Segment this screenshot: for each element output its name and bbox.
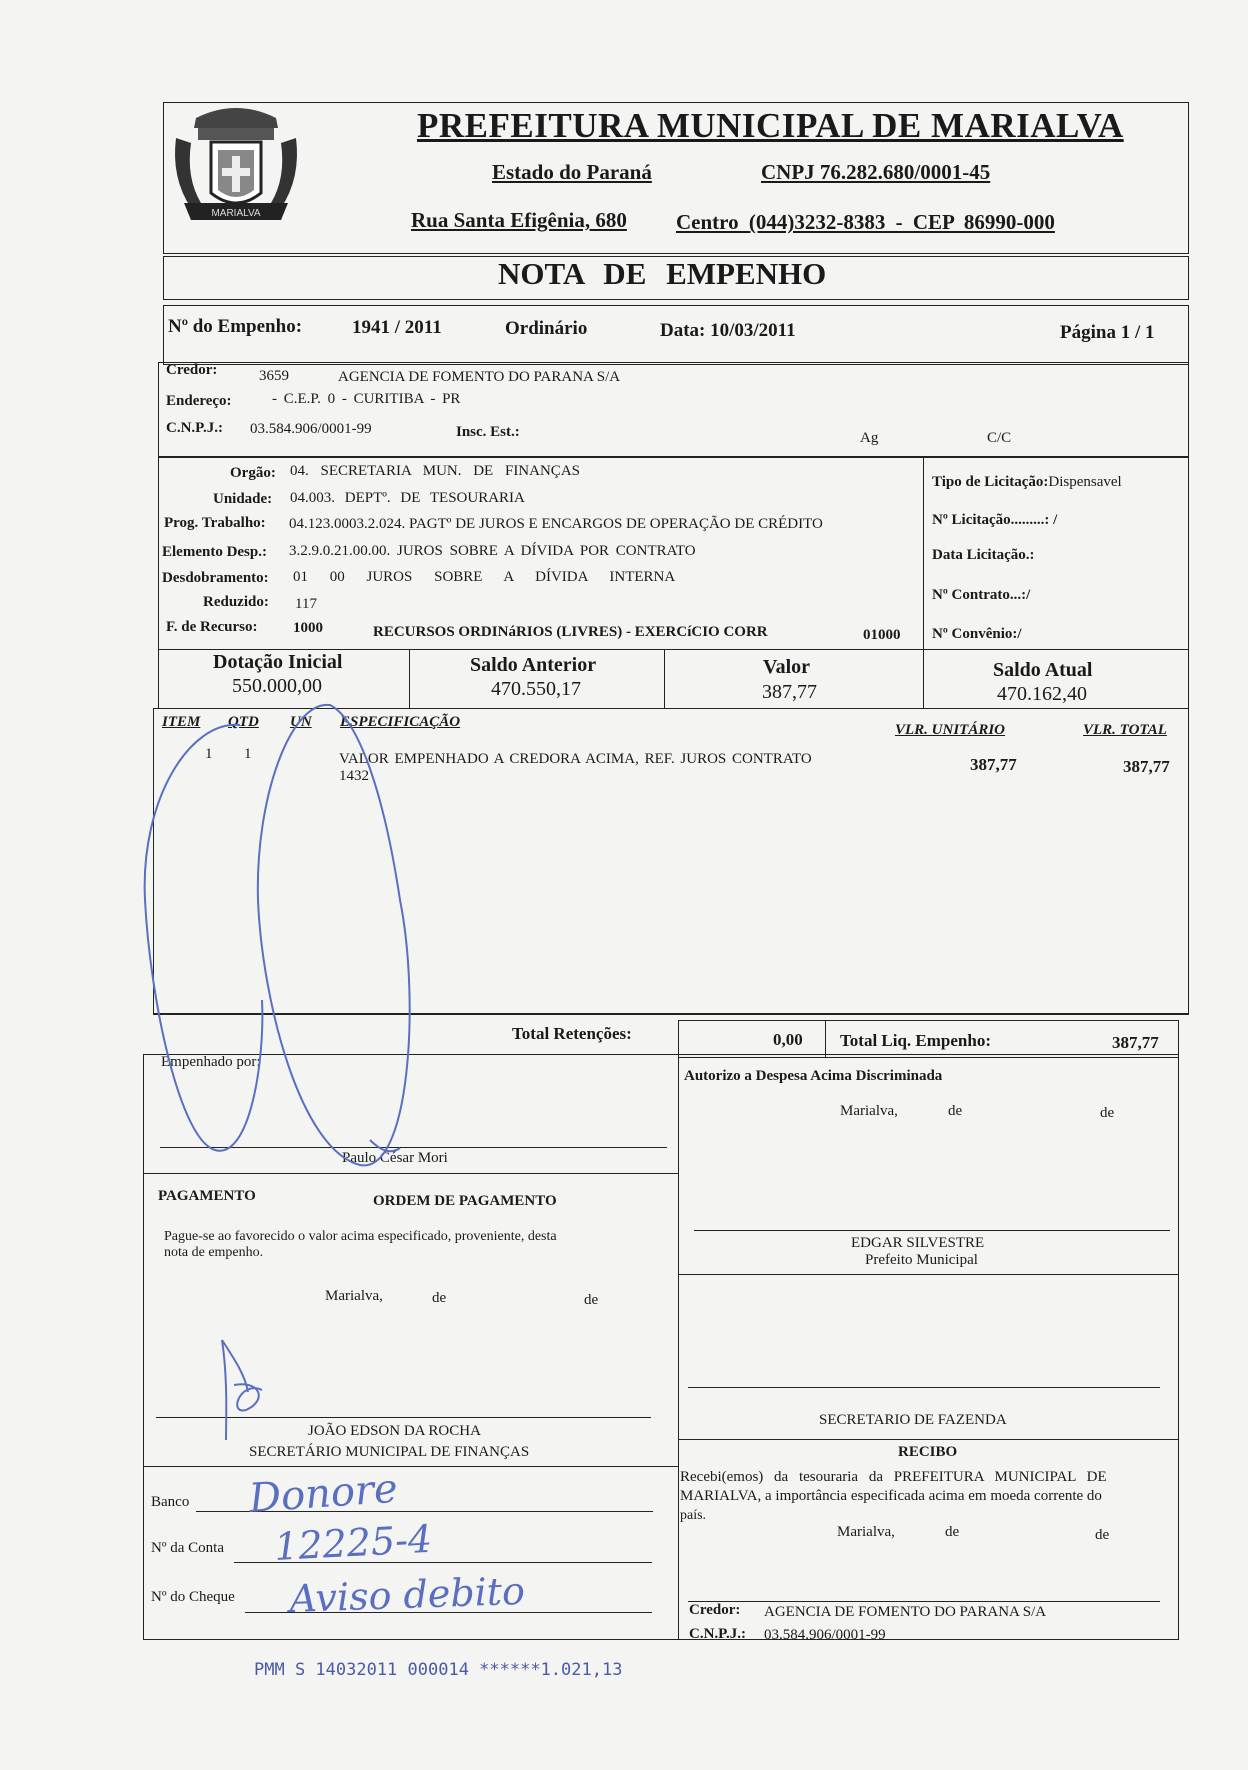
licitacao-contrato: Nº Contrato...:/ xyxy=(932,587,1031,603)
svg-text:MARIALVA: MARIALVA xyxy=(211,208,261,219)
prefeito-role: Prefeito Municipal xyxy=(865,1252,978,1268)
reduzido-label: Reduzido: xyxy=(203,594,269,610)
secretario-role: SECRETÁRIO MUNICIPAL DE FINANÇAS xyxy=(249,1444,530,1460)
cc-label: C/C xyxy=(987,430,1012,446)
ordem-title: ORDEM DE PAGAMENTO xyxy=(373,1193,557,1209)
handwritten-conta: 12225-4 xyxy=(273,1516,434,1569)
licitacao-tipo-label: Tipo de Licitação:Dispensavel xyxy=(932,474,1122,490)
org-name: PREFEITURA MUNICIPAL DE MARIALVA xyxy=(417,106,1124,145)
lower-box xyxy=(143,1054,1179,1640)
empenho-number: 1941 / 2011 xyxy=(352,317,442,338)
org-contact: Centro (044)3232-8383 - CEP 86990-000 xyxy=(676,210,1055,234)
prog-value: 04.123.0003.2.024. PAGTº DE JUROS E ENCARGOS DE OPERAÇÃO DE CRÉDITO xyxy=(289,516,823,532)
pag-de1: de xyxy=(432,1290,447,1306)
elemento-label: Elemento Desp.: xyxy=(162,544,267,560)
saldo-atual-value: 470.162,40 xyxy=(997,683,1087,705)
recibo-cnpj: 03.584.906/0001-99 xyxy=(764,1627,886,1643)
insc-label: Insc. Est.: xyxy=(456,424,520,440)
empenhado-label: Empenhado por: xyxy=(161,1054,261,1070)
secretario-name: JOÃO EDSON DA ROCHA xyxy=(308,1423,481,1439)
recibo-text-1: Recebi(emos) da tesouraria da PREFEITURA MUNICIPAL DE xyxy=(680,1469,1107,1485)
liq-empenho-label: Total Liq. Empenho: xyxy=(840,1031,991,1050)
elemento-value: 3.2.9.0.21.00.00. JUROS SOBRE A DÍVIDA POR CONTRATO xyxy=(289,543,696,559)
saldo-anterior-value: 470.550,17 xyxy=(491,678,581,700)
col-spec: ESPECIFICAÇÃO xyxy=(340,714,461,730)
recibo-title: RECIBO xyxy=(898,1444,958,1460)
recibo-credor: AGENCIA DE FOMENTO DO PARANA S/A xyxy=(764,1604,1047,1620)
credor-address: - C.E.P. 0 - CURITIBA - PR xyxy=(272,391,461,407)
conta-label: Nº da Conta xyxy=(151,1540,224,1556)
liq-empenho-value: 387,77 xyxy=(1112,1033,1159,1052)
org-address: Rua Santa Efigênia, 680 xyxy=(411,208,627,232)
saldo-anterior-label: Saldo Anterior xyxy=(470,654,597,676)
col-un: UN xyxy=(290,714,312,730)
state-label: Estado do Paraná xyxy=(492,160,652,184)
licitacao-convenio: Nº Convênio:/ xyxy=(932,626,1022,642)
unidade-value: 04.003. DEPTº. DE TESOURARIA xyxy=(290,490,525,506)
saldo-atual-label: Saldo Atual xyxy=(993,659,1093,681)
recibo-de1: de xyxy=(945,1524,960,1540)
desdob-value: 01 00 JUROS SOBRE A DÍVIDA INTERNA xyxy=(293,569,676,585)
dotacao-label: Dotação Inicial xyxy=(213,651,343,673)
banco-label: Banco xyxy=(151,1494,190,1510)
dotacao-value: 550.000,00 xyxy=(232,675,322,697)
address-label: Endereço: xyxy=(166,393,232,409)
recibo-cnpj-label: C.N.P.J.: xyxy=(689,1626,746,1642)
pag-de2: de xyxy=(584,1292,599,1308)
credor-code: 3659 xyxy=(259,368,289,384)
recurso-code2: 01000 xyxy=(863,627,901,643)
recurso-value: RECURSOS ORDINáRIOS (LIVRES) - EXERCíCIO CORR xyxy=(373,624,768,640)
reduzido-value: 117 xyxy=(295,596,317,612)
autorizo-label: Autorizo a Despesa Acima Discriminada xyxy=(684,1068,943,1084)
cheque-label: Nº do Cheque xyxy=(151,1589,235,1605)
retencoes-value: 0,00 xyxy=(773,1030,803,1049)
recibo-credor-label: Credor: xyxy=(689,1602,741,1618)
pag-place: Marialva, xyxy=(325,1288,383,1304)
recurso-label: F. de Recurso: xyxy=(166,619,258,635)
licitacao-num: Nº Licitação.........: / xyxy=(932,512,1058,528)
secretario-fazenda: SECRETARIO DE FAZENDA xyxy=(819,1412,1007,1428)
page-number: Página 1 / 1 xyxy=(1060,322,1155,343)
row-unit: 387,77 xyxy=(970,755,1017,774)
autorizo-de2: de xyxy=(1100,1105,1115,1121)
recibo-de2: de xyxy=(1095,1527,1110,1543)
valor-value: 387,77 xyxy=(762,681,817,703)
empenhado-name: Paulo César Mori xyxy=(342,1150,448,1166)
handwritten-banco: Donore xyxy=(247,1465,400,1522)
col-item: ITEM xyxy=(162,714,201,730)
prefeito-name: EDGAR SILVESTRE xyxy=(851,1235,985,1251)
recibo-text-2: MARIALVA, a importância especificada acima em moeda corrente do xyxy=(680,1488,1102,1504)
row-spec-2: 1432 xyxy=(339,768,369,784)
valor-label: Valor xyxy=(763,656,811,678)
pagamento-title: PAGAMENTO xyxy=(158,1188,256,1204)
credor-cnpj-label: C.N.P.J.: xyxy=(166,420,223,436)
col-vlr-total: VLR. TOTAL xyxy=(1083,722,1167,738)
col-qtd: QTD xyxy=(228,714,259,730)
row-total: 387,77 xyxy=(1123,757,1170,776)
empenho-date: Data: 10/03/2011 xyxy=(660,320,796,341)
orgao-value: 04. SECRETARIA MUN. DE FINANÇAS xyxy=(290,463,580,479)
empenho-type: Ordinário xyxy=(505,318,588,339)
licitacao-data: Data Licitação.: xyxy=(932,547,1035,563)
handwritten-cheque: Aviso debito xyxy=(288,1568,526,1621)
prog-label: Prog. Trabalho: xyxy=(164,515,266,531)
credor-box xyxy=(158,362,1189,458)
autorizo-de1: de xyxy=(948,1103,963,1119)
credor-cnpj: 03.584.906/0001-99 xyxy=(250,421,372,437)
pagamento-text-2: nota de empenho. xyxy=(164,1245,264,1260)
footer-stamp: PMM S 14032011 000014 ******1.021,13 xyxy=(254,1660,623,1680)
unidade-label: Unidade: xyxy=(213,491,273,507)
orgao-label: Orgão: xyxy=(230,465,276,481)
page-title: NOTA DE EMPENHO xyxy=(498,256,827,291)
col-vlr-unit: VLR. UNITÁRIO xyxy=(895,722,1006,738)
credor-name: AGENCIA DE FOMENTO DO PARANA S/A xyxy=(338,369,621,385)
credor-label: Credor: xyxy=(166,362,218,378)
pagamento-text-1: Pague-se ao favorecido o valor acima especificado, proveniente, desta xyxy=(164,1229,557,1244)
empenho-label: Nº do Empenho: xyxy=(168,316,303,337)
row-item: 1 xyxy=(205,746,213,762)
retencoes-label: Total Retenções: xyxy=(512,1024,632,1043)
desdob-label: Desdobramento: xyxy=(162,570,269,586)
row-spec-1: VALOR EMPENHADO A CREDORA ACIMA, REF. JUROS CONTRATO xyxy=(339,751,812,767)
recurso-code: 1000 xyxy=(293,620,323,636)
row-qtd: 1 xyxy=(244,746,252,762)
org-cnpj: CNPJ 76.282.680/0001-45 xyxy=(761,160,991,184)
recibo-place: Marialva, xyxy=(837,1524,895,1540)
recibo-text-3: país. xyxy=(680,1508,707,1523)
coat-of-arms-icon xyxy=(166,98,306,233)
autorizo-place: Marialva, xyxy=(840,1103,898,1119)
ag-label: Ag xyxy=(860,430,879,446)
